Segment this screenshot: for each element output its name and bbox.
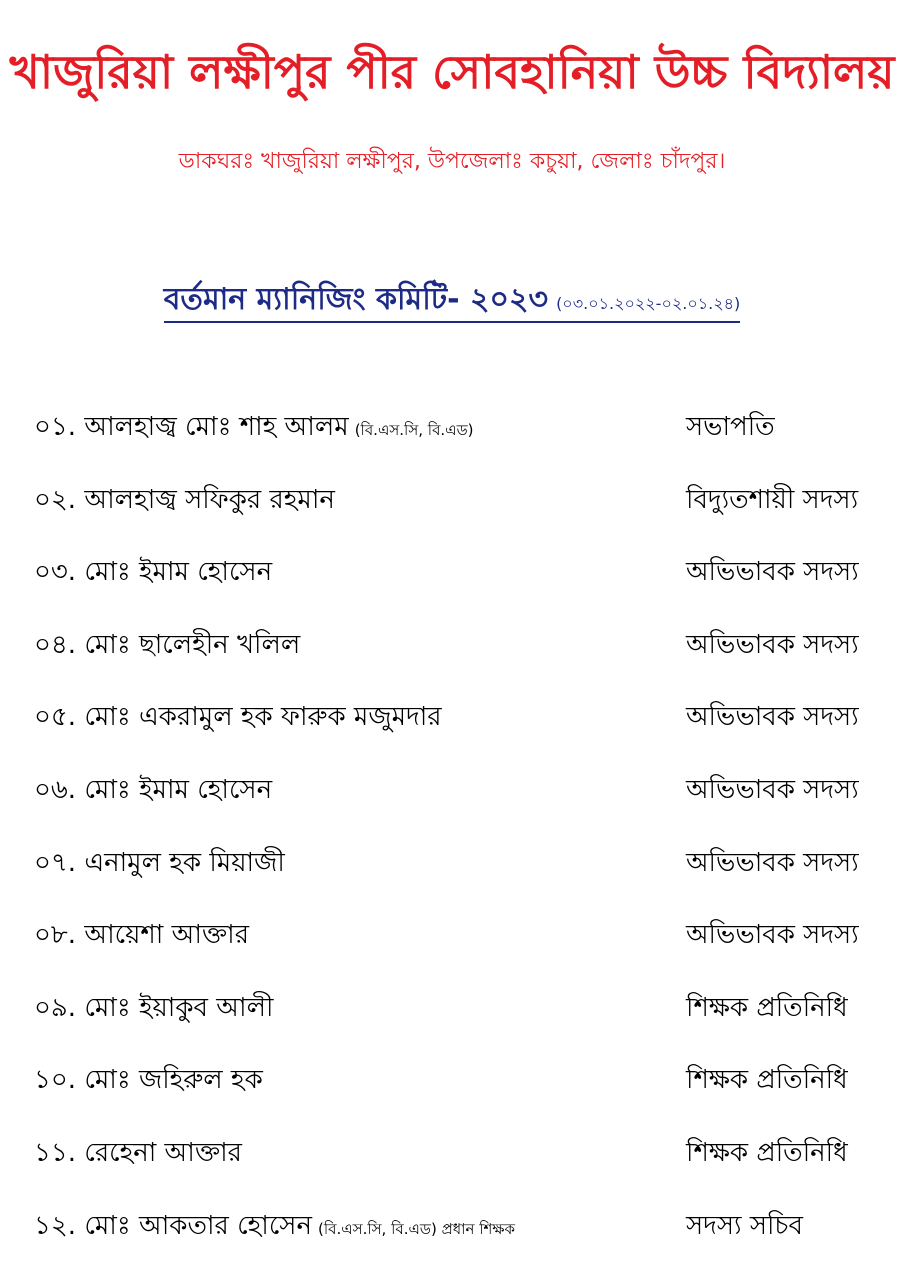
member-name: [34, 1138, 242, 1169]
member-role: শিক্ষক প্রতিনিধি: [686, 1065, 848, 1096]
member-name: [34, 557, 272, 588]
member-name-text: মোঃ ইমাম হোসেন: [84, 774, 273, 805]
member-serial: ০১.: [34, 412, 77, 442]
member-name: [34, 1065, 263, 1096]
member-name-text: রেহেনা আক্তার: [84, 1137, 242, 1168]
member-row: [0, 1065, 904, 1138]
member-serial: ০৫.: [34, 702, 77, 733]
member-row: [0, 1138, 904, 1211]
committee-heading: [0, 280, 904, 323]
member-row: [0, 630, 904, 703]
member-list: [0, 412, 904, 1283]
member-role: অভিভাবক সদস্য: [686, 920, 859, 951]
member-name-text: আলহাজ্ব মোঃ শাহ আলম: [84, 412, 349, 442]
member-name: [34, 485, 335, 516]
member-serial: ১১.: [34, 1137, 77, 1168]
member-role: অভিভাবক সদস্য: [686, 629, 859, 660]
member-row: [0, 920, 904, 993]
committee-title: বর্তমান ম্যানিজিং কমিটি- ২০২৩: [163, 282, 549, 317]
member-name-text: আলহাজ্ব সফিকুর রহমান: [84, 484, 335, 515]
member-row: [0, 775, 904, 848]
member-row: [0, 485, 904, 558]
school-name: খাজুরিয়া লক্ষীপুর পীর সোবহানিয়া উচ্চ বিদ্যালয়: [9, 45, 895, 99]
member-name-text: মোঃ ইমাম হোসেন: [84, 557, 273, 588]
member-name: [34, 775, 272, 806]
member-serial: ০৯.: [34, 992, 77, 1023]
member-role: বিদ্যুতশায়ী সদস্য: [686, 484, 859, 515]
member-row: [0, 412, 904, 485]
member-name-text: মোঃ ইয়াকুব আলী: [84, 992, 274, 1023]
committee-term: (০৩.০১.২০২২-০২.০১.২৪): [556, 294, 741, 313]
member-serial: ১২.: [34, 1210, 77, 1241]
school-address: ডাকঘরঃ খাজুরিয়া লক্ষীপুর, উপজেলাঃ কচুয়া, জেলাঃ চাঁদপুর।: [178, 149, 726, 174]
member-role: সদস্য সচিব: [686, 1210, 803, 1241]
member-name-text: মোঃ ছালেহীন খলিল: [84, 629, 301, 660]
member-name: [34, 702, 442, 733]
member-serial: ১০.: [34, 1065, 77, 1096]
member-role: অভিভাবক সদস্য: [686, 557, 859, 588]
member-row: [0, 702, 904, 775]
member-serial: ০৪.: [34, 629, 77, 660]
member-row: [0, 993, 904, 1066]
member-name-text: এনামুল হক মিয়াজী: [84, 847, 285, 878]
member-role: শিক্ষক প্রতিনিধি: [686, 1137, 848, 1168]
committee-heading-underline: [164, 280, 741, 323]
member-name: [34, 993, 273, 1024]
member-name: [34, 920, 249, 951]
member-serial: ০২.: [34, 484, 77, 515]
member-serial: ০৮.: [34, 920, 77, 951]
member-name-text: মোঃ আকতার হোসেন: [84, 1210, 312, 1241]
member-row: [0, 1211, 904, 1283]
member-name: [34, 848, 285, 879]
member-serial: ০৭.: [34, 847, 77, 878]
member-role: সভাপতি: [686, 412, 775, 442]
member-role: অভিভাবক সদস্য: [686, 847, 859, 878]
member-row: [0, 848, 904, 921]
member-name: [34, 630, 300, 661]
member-name-text: মোঃ জহিরুল হক: [84, 1065, 263, 1096]
member-name-text: আয়েশা আক্তার: [84, 920, 250, 951]
member-serial: ০৩.: [34, 557, 77, 588]
member-role: অভিভাবক সদস্য: [686, 702, 859, 733]
member-serial: ০৬.: [34, 774, 77, 805]
member-qualification: (বি.এস.সি, বি.এড) প্রধান শিক্ষক: [318, 1219, 516, 1238]
member-role: শিক্ষক প্রতিনিধি: [686, 992, 848, 1023]
member-name-text: মোঃ একরামুল হক ফারুক মজুমদার: [84, 702, 442, 733]
member-qualification: (বি.এস.সি, বি.এড): [354, 421, 474, 439]
member-name: [34, 1211, 515, 1242]
member-name: [34, 412, 473, 443]
member-row: [0, 557, 904, 630]
member-role: অভিভাবক সদস্য: [686, 774, 859, 805]
